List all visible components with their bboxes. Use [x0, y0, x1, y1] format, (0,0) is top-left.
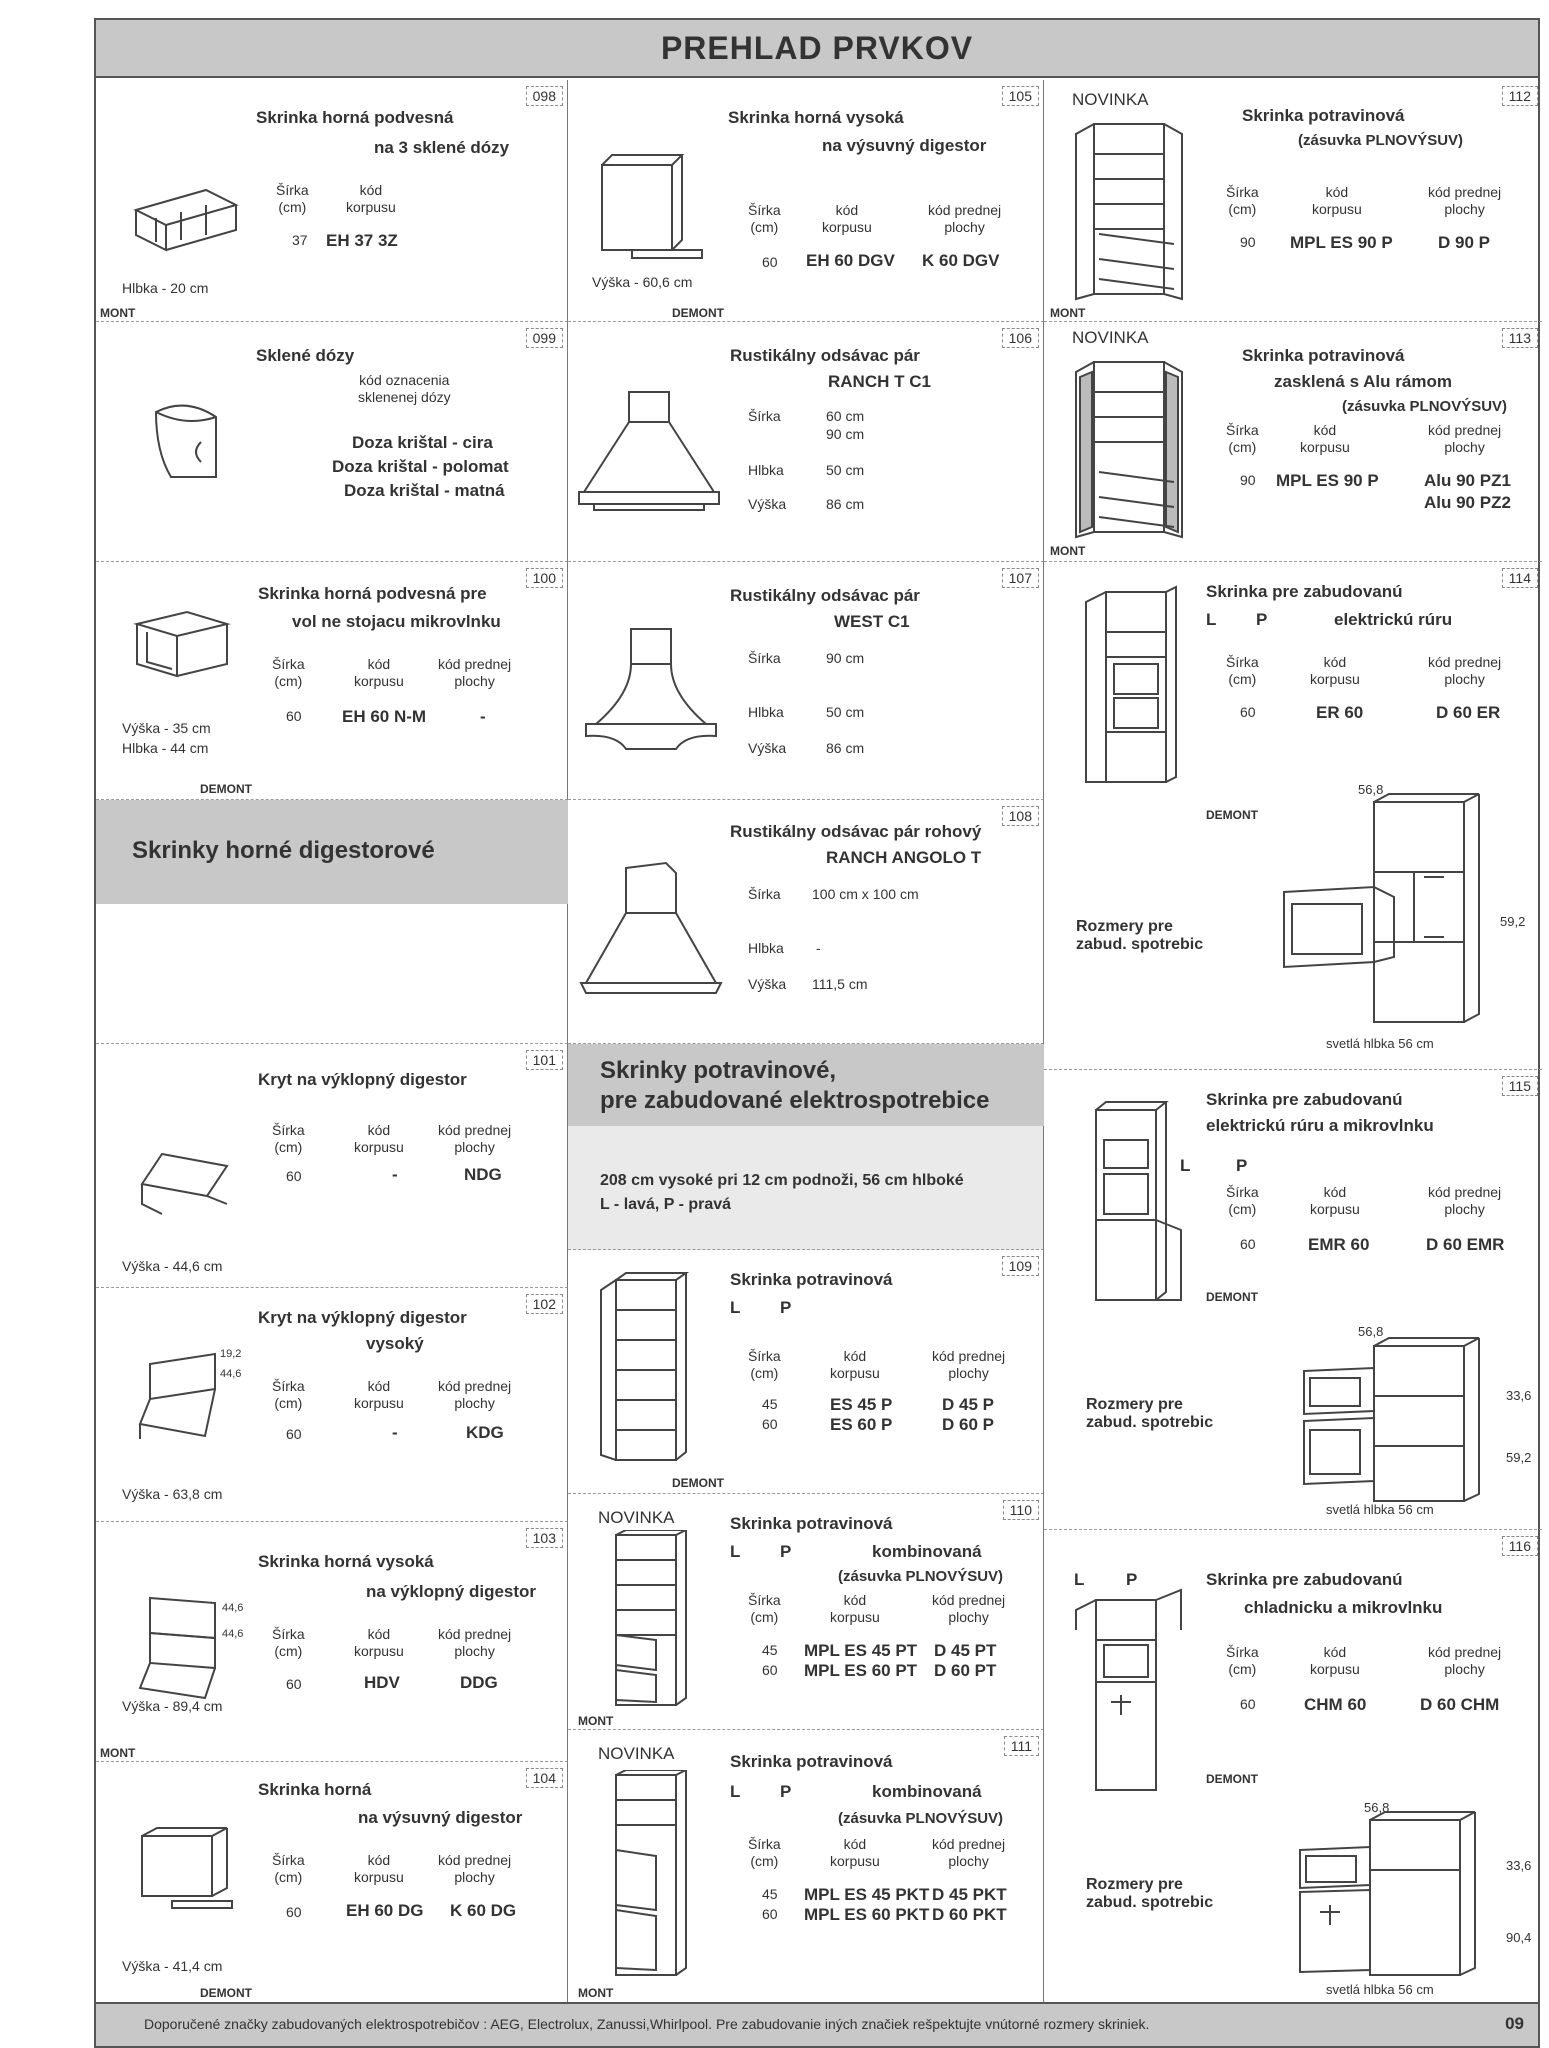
value-width: 90 [1240, 234, 1256, 250]
wall-cabinet-drawing [126, 180, 246, 260]
value-width: 90 cm [826, 650, 865, 666]
value-code: EH 37 3Z [326, 231, 398, 250]
combined-pantry-drawing [596, 1770, 706, 1982]
value-code: - [392, 1165, 398, 1184]
value-width: 60 [1240, 1236, 1256, 1252]
value-front-1: D 45 P [942, 1395, 994, 1414]
item-title: Rustikálny odsávac pár rohový [730, 822, 982, 841]
item-title: Skrinka horná vysoká [258, 1552, 434, 1571]
label-front: kód prednej plochy [1428, 422, 1502, 455]
item-number: 105 [1002, 86, 1039, 106]
value-front-2: Alu 90 PZ2 [1424, 493, 1511, 512]
value-width: 60 [286, 1168, 302, 1184]
new-badge: NOVINKA [598, 1508, 675, 1527]
demont-tag: DEMONT [672, 306, 724, 320]
label-code: kód korpusu [830, 1348, 880, 1381]
value-depth: 50 cm [826, 704, 865, 720]
label-code: kód korpusu [1310, 654, 1360, 687]
item-subtitle: kombinovaná [872, 1542, 982, 1561]
value-width: 60 [286, 1904, 302, 1920]
appliance-dims-label-2: zabud. spotrebic [1086, 1894, 1214, 1911]
footer-note: Doporučené značky zabudovaných elektrospotrebičov : AEG, Electrolux, Zanussi,Whirlpool. Pre zabudovanie iných značiek rešpektujte vnútorné rozmery skriniek. [144, 2016, 1150, 2032]
wide-pantry-drawing [1064, 114, 1194, 304]
item-number: 116 [1502, 1536, 1538, 1556]
value-front-2: D 60 P [942, 1415, 994, 1434]
clear-depth: svetlá hlbka 56 cm [1326, 1036, 1434, 1051]
item-title: Skrinka pre zabudovanú [1206, 1090, 1403, 1109]
item-104 [96, 1762, 568, 2004]
item-number: 110 [1003, 1500, 1039, 1520]
item-subtitle: elektrickú rúru a mikrovlnku [1206, 1116, 1434, 1135]
item-number: 115 [1502, 1076, 1538, 1096]
depth-note: Hlbka - 44 cm [122, 740, 209, 756]
side-p: P [780, 1542, 792, 1561]
item-subtitle: zasklená s Alu rámom [1274, 372, 1452, 391]
item-subtitle: WEST C1 [834, 612, 910, 631]
item-subtitle: na výklopný digestor [366, 1582, 537, 1601]
label-front: kód prednej plochy [438, 1852, 512, 1885]
label-code: kód korpusu [354, 1378, 404, 1411]
fridge-microwave-niche-drawing [1290, 1810, 1504, 1980]
item-number: 099 [526, 328, 563, 348]
height-note: Výška - 44,6 cm [122, 1258, 223, 1274]
item-108 [568, 800, 1044, 1044]
label-height: Výška [748, 976, 787, 992]
item-subtitle: RANCH ANGOLO T [826, 848, 982, 867]
item-number: 104 [526, 1768, 563, 1788]
label-code: kód korpusu [1310, 1184, 1360, 1217]
value-code-2: MPL ES 60 PT [804, 1661, 918, 1680]
fridge-microwave-cabinet-drawing [1066, 1570, 1186, 1800]
value-width: 60 [286, 1676, 302, 1692]
item-subtitle: na výsuvný digestor [358, 1808, 523, 1827]
item-number: 113 [1502, 328, 1538, 348]
item-106 [568, 322, 1044, 562]
appliance-dims-label-2: zabud. spotrebic [1086, 1414, 1214, 1431]
height-note: Výška - 60,6 cm [592, 274, 693, 290]
dim-height: 59,2 [1500, 914, 1526, 929]
item-title: Kryt na výklopný digestor [258, 1308, 467, 1327]
label-code: kód korpusu [354, 1122, 404, 1155]
dim-label-1: 19,2 [220, 1348, 242, 1360]
item-subtitle: kombinovaná [872, 1782, 982, 1801]
value-width-2: 60 [762, 1416, 778, 1432]
item-110 [568, 1494, 1044, 1730]
item-subtitle: na výsuvný digestor [822, 136, 987, 155]
demont-tag: DEMONT [200, 782, 252, 796]
value-code-1: ES 45 P [830, 1395, 893, 1414]
label-width: Šírka (cm) [748, 1592, 781, 1625]
label-front: kód prednej plochy [932, 1348, 1006, 1381]
item-title: Skrinka potravinová [730, 1514, 893, 1533]
item-title: Skrinka horná [258, 1780, 372, 1799]
label-front: kód prednej plochy [1428, 1184, 1502, 1217]
value-front-2: D 60 PKT [932, 1905, 1007, 1924]
label-width: Šírka (cm) [276, 182, 309, 215]
section-note-2: L - lavá, P - pravá [600, 1196, 732, 1213]
value-width-1: 45 [762, 1886, 778, 1902]
value-code-2: MPL ES 60 PKT [804, 1905, 930, 1924]
value-code-2: ES 60 P [830, 1415, 893, 1434]
label-width: Šírka (cm) [1226, 654, 1259, 687]
item-113 [1044, 322, 1542, 562]
value-width: 60 [286, 1426, 302, 1442]
value-code: EH 60 N-M [342, 707, 427, 726]
item-number: 101 [526, 1050, 563, 1070]
clear-depth: svetlá hlbka 56 cm [1326, 1982, 1434, 1997]
item-number: 103 [526, 1528, 563, 1548]
item-115 [1044, 1070, 1542, 1530]
item-112 [1044, 80, 1542, 322]
item-title: Skrinka horná podvesná [256, 108, 454, 127]
label-code: kód korpusu [830, 1836, 880, 1869]
item-title: Skrinka potravinová [1242, 346, 1405, 365]
appliance-dims-label-1: Rozmery pre [1076, 918, 1173, 935]
label-width: Šírka (cm) [272, 1626, 305, 1659]
label-width: Šírka (cm) [748, 1348, 781, 1381]
label-code: kód korpusu [822, 202, 872, 235]
value-front: - [480, 707, 486, 726]
label-width: Šírka (cm) [1226, 1644, 1259, 1677]
wall-cabinet-drawer-drawing [132, 1826, 242, 1916]
value-width: 60 [762, 254, 778, 270]
side-p: P [1236, 1156, 1248, 1175]
dim-width: 56,8 [1358, 782, 1384, 797]
label-code: kód korpusu [830, 1592, 880, 1625]
label-depth: Hlbka [748, 940, 784, 956]
value-code-1: MPL ES 45 PT [804, 1641, 918, 1660]
item-116 [1044, 1530, 1542, 2004]
item-098 [96, 80, 568, 322]
item-number: 098 [526, 86, 563, 106]
label-width: Šírka [748, 650, 781, 666]
item-subtitle: vol ne stojacu mikrovlnku [292, 612, 501, 631]
glazed-pantry-drawing [1064, 352, 1194, 542]
label-width: Šírka (cm) [272, 1852, 305, 1885]
value-code: - [392, 1423, 398, 1442]
label-width: Šírka [748, 408, 781, 424]
label-front: kód prednej plochy [1428, 184, 1502, 217]
value-front: D 90 P [1438, 233, 1490, 252]
demont-tag: DEMONT [672, 1476, 724, 1490]
side-l: L [1206, 610, 1217, 629]
item-subtitle: (zásuvka PLNOVÝSUV) [1298, 132, 1464, 149]
item-title: Rustikálny odsávac pár [730, 586, 920, 605]
item-107 [568, 562, 1044, 800]
value-width: 37 [292, 232, 308, 248]
label-depth: Hlbka [748, 462, 784, 478]
new-badge: NOVINKA [1072, 90, 1149, 109]
label-width: Šírka (cm) [1226, 1184, 1259, 1217]
item-subtitle: RANCH T C1 [828, 372, 931, 391]
dim-height-2: 90,4 [1506, 1930, 1532, 1945]
item-111 [568, 1730, 1044, 2004]
variant-2: Doza krištal - polomat [332, 457, 509, 476]
value-width-1: 60 cm [826, 408, 865, 424]
value-width: 60 [286, 708, 302, 724]
value-front-1: D 45 PKT [932, 1885, 1007, 1904]
microwave-cabinet-drawing [132, 604, 232, 694]
oven-niche-drawing [1264, 792, 1504, 1032]
item-title: Skrinka pre zabudovanú [1206, 582, 1403, 601]
label-width: Šírka (cm) [748, 1836, 781, 1869]
mont-tag: MONT [578, 1986, 614, 2000]
dim-height-2: 59,2 [1506, 1450, 1532, 1465]
value-front-1: Alu 90 PZ1 [1424, 471, 1511, 490]
hood-cover-drawing [132, 1144, 242, 1224]
demont-tag: DEMONT [1206, 1772, 1258, 1786]
item-subtitle-2: (zásuvka PLNOVÝSUV) [838, 1568, 1004, 1585]
combined-pantry-drawing [596, 1530, 706, 1710]
value-width: 100 cm x 100 cm [812, 886, 919, 902]
dim-height-1: 33,6 [1506, 1388, 1532, 1403]
value-code: CHM 60 [1304, 1695, 1367, 1714]
label-width: Šírka (cm) [272, 656, 305, 689]
oven-microwave-niche-drawing [1294, 1336, 1504, 1506]
page-title: PREHLAD PRVKOV [660, 29, 974, 66]
value-width: 60 [1240, 704, 1256, 720]
mont-tag: MONT [100, 306, 136, 320]
item-number: 107 [1002, 568, 1039, 588]
footer-bar [96, 2002, 1538, 2046]
value-code: MPL ES 90 P [1290, 233, 1393, 252]
side-l: L [730, 1782, 741, 1801]
value-front: NDG [464, 1165, 502, 1184]
item-number: 109 [1002, 1256, 1039, 1276]
item-101 [96, 1044, 568, 1288]
label-code: kód korpusu [346, 182, 396, 215]
label-code: kód korpusu [354, 656, 404, 689]
side-p: P [1256, 610, 1268, 629]
value-height: 111,5 cm [812, 976, 868, 992]
dim-label-2: 44,6 [220, 1368, 242, 1380]
new-badge: NOVINKA [1072, 328, 1149, 347]
label-width: Šírka (cm) [748, 202, 781, 235]
item-title: Rustikálny odsávac pár [730, 346, 920, 365]
mont-tag: MONT [578, 1714, 614, 1728]
value-width-2: 60 [762, 1662, 778, 1678]
item-title: Sklené dózy [256, 346, 355, 365]
item-109 [568, 1250, 1044, 1494]
tall-wall-hood-drawing [592, 150, 712, 270]
demont-tag: DEMONT [200, 1986, 252, 2000]
appliance-dims-label-2: zabud. spotrebic [1076, 936, 1204, 953]
item-title: Skrinka potravinová [1242, 106, 1405, 125]
section-title: Skrinky horné digestorové [132, 837, 435, 864]
side-p: P [1126, 1570, 1138, 1589]
new-badge: NOVINKA [598, 1744, 675, 1763]
item-103 [96, 1522, 568, 1762]
item-number: 102 [526, 1294, 563, 1314]
item-number: 108 [1002, 806, 1039, 826]
label-height: Výška [748, 740, 787, 756]
value-front: K 60 DGV [922, 251, 1000, 270]
value-code: EMR 60 [1308, 1235, 1370, 1254]
value-front: D 60 EMR [1426, 1235, 1505, 1254]
side-l: L [1074, 1570, 1085, 1589]
code-label: kód oznacenia sklenenej dózy [358, 372, 451, 405]
title-bar [96, 20, 1538, 78]
mont-tag: MONT [1050, 544, 1086, 558]
value-front: K 60 DG [450, 1901, 517, 1920]
item-number: 106 [1002, 328, 1039, 348]
value-depth: - [816, 940, 821, 956]
rustic-hood-drawing [574, 382, 724, 522]
appliance-dims-label-1: Rozmery pre [1086, 1876, 1183, 1893]
label-width: Šírka (cm) [272, 1122, 305, 1155]
side-p: P [780, 1298, 792, 1317]
label-code: kód korpusu [354, 1852, 404, 1885]
mont-tag: MONT [1050, 306, 1086, 320]
dim-label-1: 44,6 [222, 1602, 244, 1614]
label-width: Šírka (cm) [272, 1378, 305, 1411]
mont-tag: MONT [100, 1746, 136, 1760]
west-hood-drawing [576, 624, 726, 764]
item-title: Skrinka potravinová [730, 1752, 893, 1771]
section-title-line-1: Skrinky potravinové, [600, 1057, 837, 1084]
item-subtitle: vysoký [366, 1334, 424, 1353]
item-105 [568, 80, 1044, 322]
value-depth: 50 cm [826, 462, 865, 478]
item-number: 100 [526, 568, 563, 588]
value-front-1: D 45 PT [934, 1641, 997, 1660]
label-front: kód prednej plochy [438, 656, 512, 689]
value-front-2: D 60 PT [934, 1661, 997, 1680]
item-title: Skrinka pre zabudovanú [1206, 1570, 1403, 1589]
side-l: L [1180, 1156, 1191, 1175]
value-width-1: 45 [762, 1396, 778, 1412]
label-width: Šírka [748, 886, 781, 902]
label-front: kód prednej plochy [928, 202, 1002, 235]
height-note: Výška - 35 cm [122, 720, 211, 736]
value-code: ER 60 [1316, 703, 1364, 722]
value-front: D 60 CHM [1420, 1695, 1500, 1714]
appliance-dims-label-1: Rozmery pre [1086, 1396, 1183, 1413]
value-code: MPL ES 90 P [1276, 471, 1379, 490]
item-099 [96, 322, 568, 562]
label-front: kód prednej plochy [1428, 1644, 1502, 1677]
depth-note: Hlbka - 20 cm [122, 280, 209, 296]
item-number: 111 [1004, 1736, 1039, 1756]
label-code: kód korpusu [1312, 184, 1362, 217]
label-front: kód prednej plochy [438, 1626, 512, 1659]
side-l: L [730, 1298, 741, 1317]
corner-hood-drawing [576, 858, 726, 1008]
dim-width: 56,8 [1358, 1324, 1384, 1339]
value-width-2: 60 [762, 1906, 778, 1922]
label-front: kód prednej plochy [438, 1378, 512, 1411]
tall-wall-cabinet-drawing [130, 1588, 240, 1708]
value-front: DDG [460, 1673, 498, 1692]
label-height: Výška [748, 496, 787, 512]
oven-microwave-cabinet-drawing [1066, 1100, 1186, 1310]
label-code: kód korpusu [354, 1626, 404, 1659]
dim-height-1: 33,6 [1506, 1858, 1532, 1873]
value-front: D 60 ER [1436, 703, 1501, 722]
label-front: kód prednej plochy [438, 1122, 512, 1155]
demont-tag: DEMONT [1206, 808, 1258, 822]
item-title: Skrinka horná vysoká [728, 108, 904, 127]
item-102 [96, 1288, 568, 1522]
variant-1: Doza krištal - cira [352, 433, 493, 452]
label-front: kód prednej plochy [1428, 654, 1502, 687]
value-width-2: 90 cm [826, 426, 865, 442]
variant-3: Doza krištal - matná [344, 481, 505, 500]
value-height: 86 cm [826, 740, 865, 756]
item-subtitle: elektrickú rúru [1334, 610, 1453, 629]
value-width: 90 [1240, 472, 1256, 488]
oven-cabinet-drawing [1066, 582, 1186, 792]
pantry-cabinet-drawing [596, 1270, 706, 1466]
value-code-1: MPL ES 45 PKT [804, 1885, 930, 1904]
clear-depth: svetlá hlbka 56 cm [1326, 1502, 1434, 1517]
tall-hood-cover-drawing [130, 1344, 240, 1444]
height-note: Výška - 63,8 cm [122, 1486, 223, 1502]
label-front: kód prednej plochy [932, 1836, 1006, 1869]
value-code: EH 60 DG [346, 1901, 424, 1920]
dim-width: 56,8 [1364, 1800, 1390, 1815]
label-code: kód korpusu [1300, 422, 1350, 455]
item-114 [1044, 562, 1542, 1070]
catalog-page [94, 18, 1540, 2048]
item-number: 112 [1502, 86, 1538, 106]
item-title: Kryt na výklopný digestor [258, 1070, 467, 1089]
demont-tag: DEMONT [1206, 1290, 1258, 1304]
page-number: 09 [1505, 2014, 1524, 2033]
dim-label-2: 44,6 [222, 1628, 244, 1640]
item-number: 114 [1502, 568, 1538, 588]
section-title-line-2: pre zabudované elektrospotrebice [600, 1087, 990, 1114]
item-title: Skrinka potravinová [730, 1270, 893, 1289]
glass-jar-drawing [146, 392, 236, 492]
label-width: Šírka (cm) [1226, 184, 1259, 217]
value-width-1: 45 [762, 1642, 778, 1658]
value-code: EH 60 DGV [806, 251, 895, 270]
item-subtitle-2: (zásuvka PLNOVÝSUV) [838, 1810, 1004, 1827]
value-width: 60 [1240, 1696, 1256, 1712]
height-note: Výška - 89,4 cm [122, 1698, 223, 1714]
item-100 [96, 562, 568, 800]
section-note-1: 208 cm vysoké pri 12 cm podnoži, 56 cm hlboké [600, 1172, 964, 1189]
label-code: kód korpusu [1310, 1644, 1360, 1677]
height-note: Výška - 41,4 cm [122, 1958, 223, 1974]
value-height: 86 cm [826, 496, 865, 512]
value-code: HDV [364, 1673, 400, 1692]
side-l: L [730, 1542, 741, 1561]
value-front: KDG [466, 1423, 504, 1442]
label-depth: Hlbka [748, 704, 784, 720]
item-subtitle: na 3 sklené dózy [374, 138, 510, 157]
item-subtitle-2: (zásuvka PLNOVÝSUV) [1342, 398, 1508, 415]
label-width: Šírka (cm) [1226, 422, 1259, 455]
side-p: P [780, 1782, 792, 1801]
section-note-cell [568, 1126, 1044, 1250]
item-title: Skrinka horná podvesná pre [258, 584, 487, 603]
label-front: kód prednej plochy [932, 1592, 1006, 1625]
blank-cell [96, 904, 568, 1044]
item-subtitle: chladnicku a mikrovlnku [1244, 1598, 1443, 1617]
